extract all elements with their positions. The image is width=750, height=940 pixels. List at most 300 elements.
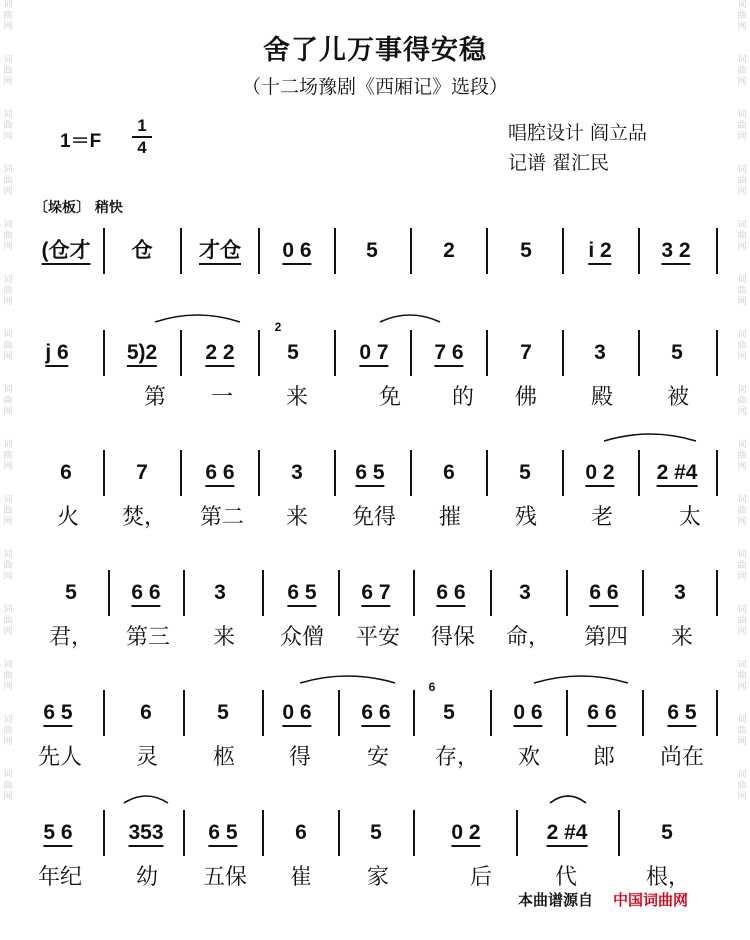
note-group xyxy=(355,450,384,496)
note-group xyxy=(361,690,390,736)
bar-line xyxy=(338,690,340,736)
bar-line xyxy=(183,690,185,736)
watermark-char: 网 xyxy=(737,297,747,307)
bar-line xyxy=(642,690,644,736)
note-group xyxy=(136,450,148,496)
watermark-char: 词 xyxy=(737,55,747,65)
bar-line xyxy=(180,330,182,376)
watermark-char: 网 xyxy=(3,132,13,142)
note-text: 5 xyxy=(443,701,455,724)
bar-line xyxy=(716,570,718,616)
watermark-char: 曲 xyxy=(737,781,747,791)
note-text: 5 xyxy=(366,239,378,262)
lyric-syllable: 老 xyxy=(590,505,614,530)
note-text: 5 xyxy=(370,821,382,844)
lyric-syllable: 崔 xyxy=(289,865,313,890)
note-group xyxy=(361,570,390,616)
note-group xyxy=(366,228,378,274)
watermark-char: 网 xyxy=(3,462,13,472)
watermark-char: 网 xyxy=(737,517,747,527)
bar-line xyxy=(413,810,415,856)
bar-line xyxy=(180,450,182,496)
watermark-char: 曲 xyxy=(737,341,747,351)
watermark-char: 词 xyxy=(3,715,13,725)
watermark-char: 曲 xyxy=(3,66,13,76)
note-text: 3 xyxy=(214,581,226,604)
watermark-group xyxy=(3,110,12,143)
watermark-char: 网 xyxy=(3,187,13,197)
lyric-syllable: 来 xyxy=(285,505,309,530)
watermark-char: 词 xyxy=(737,220,747,230)
watermark-char: 词 xyxy=(3,330,13,340)
watermark-char: 曲 xyxy=(737,451,747,461)
note-text: 6 xyxy=(140,701,152,724)
tempo-marking: 〔垛板〕 稍快 xyxy=(34,200,123,216)
note-group xyxy=(217,690,229,736)
bar-line xyxy=(642,570,644,616)
watermark-char: 网 xyxy=(737,187,747,197)
note-text: 0 2 xyxy=(451,821,480,847)
lyric-syllable: 被 xyxy=(666,385,690,410)
bar-line xyxy=(338,570,340,616)
slur xyxy=(124,796,168,803)
note-group xyxy=(520,228,532,274)
watermark-char: 网 xyxy=(737,627,747,637)
watermark-group xyxy=(737,770,746,803)
watermark-char: 词 xyxy=(3,385,13,395)
lyric-syllable: 第二 xyxy=(199,505,245,530)
slur xyxy=(534,676,628,683)
watermark-char: 曲 xyxy=(3,176,13,186)
watermark-char: 网 xyxy=(737,77,747,87)
bar-line xyxy=(180,228,182,274)
bar-line xyxy=(258,450,260,496)
watermark-char: 曲 xyxy=(3,726,13,736)
watermark-char: 网 xyxy=(3,242,13,252)
note-text: 6 6 xyxy=(436,581,465,607)
note-group xyxy=(42,228,91,274)
watermark-char: 网 xyxy=(737,572,747,582)
lyric-syllable: 后 xyxy=(469,865,493,890)
note-text: 6 6 xyxy=(589,581,618,607)
bar-line xyxy=(262,810,264,856)
bar-line xyxy=(334,450,336,496)
note-text: 6 6 xyxy=(205,461,234,487)
note-text: 6 5 xyxy=(355,461,384,487)
bar-line xyxy=(638,228,640,274)
note-group xyxy=(519,570,531,616)
watermark-char: 词 xyxy=(3,165,13,175)
note-group xyxy=(585,450,614,496)
lyric-row xyxy=(0,740,750,770)
watermark-char: 词 xyxy=(3,770,13,780)
note-group xyxy=(132,228,153,274)
note-text: 6 5 xyxy=(208,821,237,847)
watermark-char: 网 xyxy=(3,792,13,802)
watermark-char: 网 xyxy=(3,77,13,87)
source-site: 中国词曲网 xyxy=(613,891,689,909)
watermark-char: 词 xyxy=(737,385,747,395)
watermark-char: 曲 xyxy=(3,671,13,681)
note-text: 6 6 xyxy=(587,701,616,727)
lyric-syllable: 得保 xyxy=(430,625,476,650)
watermark-char: 词 xyxy=(3,55,13,65)
bar-line xyxy=(638,330,640,376)
note-text: 5 xyxy=(520,239,532,262)
watermark-group xyxy=(737,165,746,198)
lyric-syllable: 摧 xyxy=(438,505,462,530)
note-text: 6 6 xyxy=(131,581,160,607)
watermark-char: 网 xyxy=(737,22,747,32)
note-group xyxy=(519,450,531,496)
lyric-syllable: 君， xyxy=(48,625,94,650)
lyric-syllable: 焚， xyxy=(121,505,167,530)
credit-arranger: 唱腔设计 阎立品 xyxy=(508,122,648,144)
bar-line xyxy=(413,570,415,616)
watermark-char: 曲 xyxy=(737,286,747,296)
bar-line xyxy=(490,570,492,616)
lyric-syllable: 欢 xyxy=(517,745,541,770)
watermark-group xyxy=(3,660,12,693)
note-group xyxy=(208,810,237,856)
note-group xyxy=(436,570,465,616)
watermark-char: 词 xyxy=(737,110,747,120)
bar-line xyxy=(410,330,412,376)
note-text: i 2 xyxy=(588,239,611,265)
watermark-char: 网 xyxy=(3,407,13,417)
note-text: 2 xyxy=(443,239,455,262)
time-signature-bottom: 4 xyxy=(137,138,147,157)
bar-line xyxy=(183,810,185,856)
watermark-char: 词 xyxy=(737,495,747,505)
watermark-char: 词 xyxy=(3,0,13,10)
watermark-char: 曲 xyxy=(737,121,747,131)
watermark-char: 曲 xyxy=(3,341,13,351)
bar-line xyxy=(716,690,718,736)
bar-line xyxy=(183,570,185,616)
watermark-char: 网 xyxy=(3,572,13,582)
watermark-char: 曲 xyxy=(737,506,747,516)
note-group xyxy=(127,330,157,376)
watermark-char: 曲 xyxy=(3,286,13,296)
watermark-char: 曲 xyxy=(3,781,13,791)
note-group xyxy=(520,330,532,376)
note-group xyxy=(43,690,72,736)
song-title: 舍了儿万事得安稳 xyxy=(263,35,487,66)
note-text: 0 7 xyxy=(359,341,388,367)
note-text: 5 xyxy=(519,461,531,484)
watermark-char: 网 xyxy=(3,737,13,747)
note-text: 3 2 xyxy=(661,239,690,265)
lyric-syllable: 命， xyxy=(505,625,551,650)
lyric-syllable: 佛 xyxy=(514,385,538,410)
lyric-syllable: 残 xyxy=(514,505,538,530)
note-text: 7 xyxy=(520,341,532,364)
watermark-char: 词 xyxy=(3,440,13,450)
watermark-char: 词 xyxy=(737,0,747,10)
note-group xyxy=(443,228,455,274)
note-text: 5 xyxy=(671,341,683,364)
watermark-group xyxy=(737,660,746,693)
source-label: 本曲谱源自 xyxy=(518,891,594,909)
note-group xyxy=(65,570,77,616)
time-signature-top: 1 xyxy=(137,116,147,135)
watermark-char: 网 xyxy=(737,792,747,802)
note-group xyxy=(661,810,673,856)
bar-line xyxy=(638,450,640,496)
watermark-char: 曲 xyxy=(737,561,747,571)
watermark-char: 曲 xyxy=(737,396,747,406)
watermark-char: 网 xyxy=(3,682,13,692)
watermark-char: 曲 xyxy=(3,231,13,241)
watermark-char: 词 xyxy=(3,550,13,560)
note-text: 2 #4 xyxy=(547,821,588,847)
note-text: 5 xyxy=(287,341,299,364)
watermark-char: 词 xyxy=(737,440,747,450)
lyric-syllable: 家 xyxy=(366,865,390,890)
bar-line xyxy=(562,228,564,274)
watermark-char: 曲 xyxy=(3,616,13,626)
lyric-syllable: 代 xyxy=(554,865,578,890)
watermark-char: 词 xyxy=(3,495,13,505)
note-group xyxy=(295,810,307,856)
bar-line xyxy=(490,690,492,736)
watermark-char: 网 xyxy=(3,517,13,527)
watermark-char: 曲 xyxy=(3,396,13,406)
bar-line xyxy=(410,450,412,496)
watermark-char: 词 xyxy=(737,770,747,780)
note-text: 0 6 xyxy=(513,701,542,727)
note-group xyxy=(282,690,311,736)
watermark-group xyxy=(3,165,12,198)
bar-line xyxy=(262,570,264,616)
watermark-char: 词 xyxy=(3,275,13,285)
note-text: 7 xyxy=(136,461,148,484)
watermark-char: 曲 xyxy=(737,176,747,186)
bar-line xyxy=(716,330,718,376)
note-group xyxy=(443,690,455,736)
watermark-char: 网 xyxy=(3,627,13,637)
score-row xyxy=(0,228,750,288)
note-text: 3 xyxy=(594,341,606,364)
grace-note: 6 xyxy=(428,680,436,694)
note-text: 2 #4 xyxy=(657,461,698,487)
note-group xyxy=(291,450,303,496)
bar-line xyxy=(338,810,340,856)
bar-line xyxy=(618,810,620,856)
lyric-row xyxy=(0,380,750,410)
note-group xyxy=(434,330,463,376)
watermark-char: 词 xyxy=(737,550,747,560)
note-text: 5 xyxy=(65,581,77,604)
watermark-char: 曲 xyxy=(3,506,13,516)
note-text: 5)2 xyxy=(127,341,157,367)
note-text: 才仓 xyxy=(199,239,241,265)
watermark-char: 曲 xyxy=(737,66,747,76)
note-text: 0 6 xyxy=(282,701,311,727)
slur xyxy=(550,796,586,803)
note-group xyxy=(594,330,606,376)
watermark-char: 曲 xyxy=(737,11,747,21)
watermark-group xyxy=(3,770,12,803)
note-group xyxy=(513,690,542,736)
bar-line xyxy=(410,228,412,274)
note-group xyxy=(282,228,311,274)
note-text: 5 xyxy=(217,701,229,724)
lyric-syllable: 火 xyxy=(56,505,80,530)
watermark-char: 词 xyxy=(3,605,13,615)
watermark-char: 网 xyxy=(737,242,747,252)
bar-line xyxy=(262,690,264,736)
note-group xyxy=(128,810,163,856)
note-group xyxy=(287,330,299,376)
lyric-syllable: 的 xyxy=(451,385,475,410)
bar-line xyxy=(516,810,518,856)
note-text: 353 xyxy=(128,821,163,847)
lyric-row xyxy=(0,860,750,890)
watermark-char: 词 xyxy=(3,110,13,120)
time-signature xyxy=(132,117,152,157)
note-group xyxy=(43,810,72,856)
lyric-syllable: 免得 xyxy=(351,505,397,530)
bar-line xyxy=(103,810,105,856)
note-group xyxy=(661,228,690,274)
lyric-syllable: 存， xyxy=(434,745,480,770)
watermark-char: 曲 xyxy=(3,451,13,461)
slur xyxy=(155,315,240,322)
watermark-char: 曲 xyxy=(737,671,747,681)
note-text: 3 xyxy=(519,581,531,604)
lyric-row xyxy=(0,620,750,650)
lyric-syllable: 柩 xyxy=(212,745,236,770)
note-group xyxy=(140,690,152,736)
lyric-syllable: 来 xyxy=(285,385,309,410)
note-text: 6 5 xyxy=(43,701,72,727)
note-text: 仓 xyxy=(131,239,153,262)
note-group xyxy=(443,450,455,496)
watermark-char: 曲 xyxy=(737,231,747,241)
lyric-syllable: 一 xyxy=(210,385,234,410)
note-group xyxy=(205,450,234,496)
watermark-char: 网 xyxy=(3,22,13,32)
bar-line xyxy=(334,330,336,376)
watermark-char: 曲 xyxy=(3,11,13,21)
lyric-syllable: 郎 xyxy=(592,745,616,770)
lyric-syllable: 第 xyxy=(143,385,167,410)
bar-line xyxy=(716,450,718,496)
lyric-syllable: 年纪 xyxy=(37,865,83,890)
note-group xyxy=(199,228,241,274)
note-group xyxy=(589,570,618,616)
bar-line xyxy=(413,690,415,736)
watermark-char: 曲 xyxy=(3,121,13,131)
note-text: 6 6 xyxy=(361,701,390,727)
lyric-syllable: 平安 xyxy=(355,625,401,650)
note-group xyxy=(588,228,611,274)
note-group xyxy=(214,570,226,616)
bar-line xyxy=(103,228,105,274)
bar-line xyxy=(334,228,336,274)
note-text: 3 xyxy=(291,461,303,484)
bar-line xyxy=(258,228,260,274)
slur xyxy=(300,676,395,683)
lyric-syllable: 得 xyxy=(288,745,312,770)
bar-line xyxy=(103,330,105,376)
source-credit xyxy=(518,889,688,910)
note-text: 6 5 xyxy=(667,701,696,727)
lyric-syllable: 安 xyxy=(366,745,390,770)
watermark-char: 曲 xyxy=(3,561,13,571)
watermark-char: 网 xyxy=(737,682,747,692)
watermark-char: 词 xyxy=(737,605,747,615)
lyric-syllable: 来 xyxy=(212,625,236,650)
note-group xyxy=(370,810,382,856)
watermark-char: 词 xyxy=(3,220,13,230)
note-group xyxy=(674,570,686,616)
lyric-syllable: 尚在 xyxy=(659,745,705,770)
watermark-char: 词 xyxy=(737,275,747,285)
lyric-syllable: 太 xyxy=(678,505,702,530)
slur xyxy=(604,434,696,441)
watermark-char: 词 xyxy=(737,660,747,670)
note-group xyxy=(547,810,588,856)
note-text: 7 6 xyxy=(434,341,463,367)
note-group xyxy=(60,450,72,496)
song-subtitle: （十二场豫剧《西厢记》选段） xyxy=(241,76,508,98)
lyric-syllable: 五保 xyxy=(202,865,248,890)
watermark-char: 网 xyxy=(737,737,747,747)
watermark-char: 网 xyxy=(737,407,747,417)
grace-note: 2 xyxy=(274,320,282,334)
note-text: 5 6 xyxy=(43,821,72,847)
lyric-syllable: 先人 xyxy=(37,745,83,770)
note-group xyxy=(287,570,316,616)
watermark-char: 词 xyxy=(737,330,747,340)
note-text: 2 2 xyxy=(205,341,234,367)
bar-line xyxy=(103,450,105,496)
lyric-syllable: 免 xyxy=(378,385,402,410)
bar-line xyxy=(486,330,488,376)
lyric-syllable: 来 xyxy=(670,625,694,650)
watermark-char: 曲 xyxy=(737,616,747,626)
note-text: 0 2 xyxy=(585,461,614,487)
watermark-char: 曲 xyxy=(737,726,747,736)
bar-line xyxy=(716,228,718,274)
bar-line xyxy=(486,450,488,496)
bar-line xyxy=(258,330,260,376)
bar-line xyxy=(566,570,568,616)
note-text: 6 xyxy=(443,461,455,484)
note-group xyxy=(205,330,234,376)
note-text: 5 xyxy=(661,821,673,844)
watermark-char: 词 xyxy=(737,715,747,725)
bar-line xyxy=(562,450,564,496)
bar-line xyxy=(108,570,110,616)
watermark-char: 词 xyxy=(737,165,747,175)
note-text: 3 xyxy=(674,581,686,604)
note-group xyxy=(587,690,616,736)
watermark-char: 网 xyxy=(737,462,747,472)
note-group xyxy=(671,330,683,376)
note-text: 6 xyxy=(60,461,72,484)
note-text: 0 6 xyxy=(282,239,311,265)
credit-transcriber: 记谱 翟汇民 xyxy=(508,152,610,174)
bar-line xyxy=(566,690,568,736)
lyric-syllable: 第四 xyxy=(583,625,629,650)
note-text: 6 xyxy=(295,821,307,844)
lyric-syllable: 幼 xyxy=(135,865,159,890)
bar-line xyxy=(103,690,105,736)
